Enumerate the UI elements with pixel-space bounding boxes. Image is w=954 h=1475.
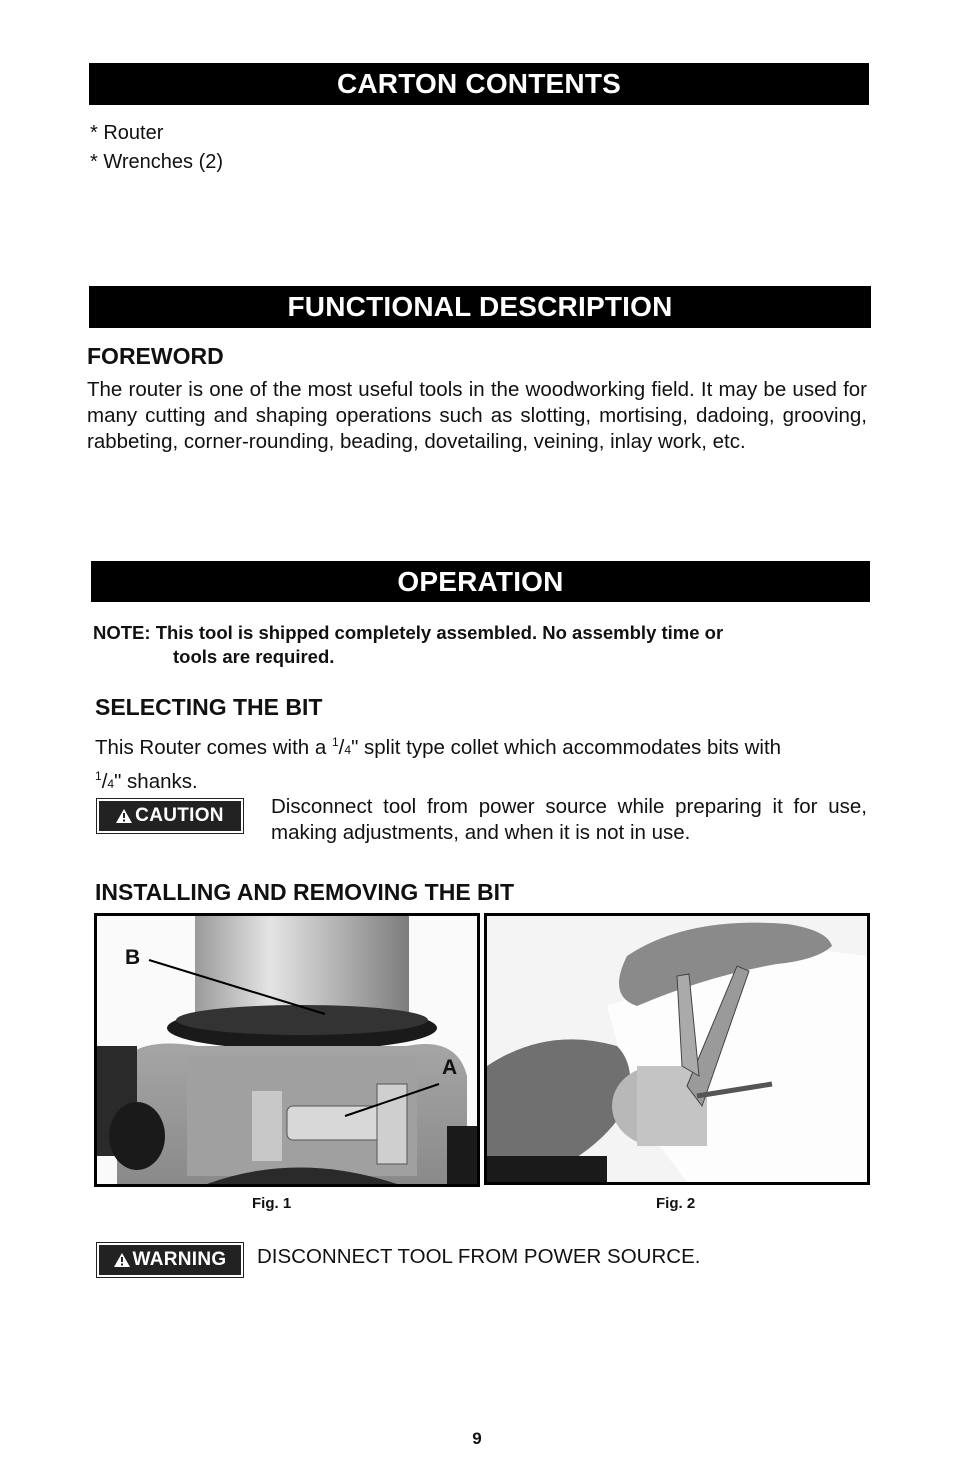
operation-heading: OPERATION — [91, 561, 870, 602]
fig1-caption: Fig. 1 — [252, 1195, 292, 1212]
fig2-caption: Fig. 2 — [656, 1195, 696, 1212]
carton-item-wrenches: * Wrenches (2) — [90, 151, 224, 173]
fraction-numerator-2: 1 — [95, 768, 102, 783]
installing-bit-heading: INSTALLING AND REMOVING THE BIT — [95, 879, 515, 905]
warning-label: WARNING — [132, 1249, 227, 1270]
warning-badge — [97, 1243, 243, 1277]
fig1-label-a: A — [442, 1056, 458, 1079]
hands-wrench-illustration — [487, 916, 867, 1182]
warning-triangle-icon — [116, 809, 132, 823]
figure-2-hands-wrench — [484, 913, 870, 1185]
fraction-numerator: 1 — [331, 735, 339, 749]
figure-1-router-collet — [94, 913, 480, 1187]
selecting-bit-heading: SELECTING THE BIT — [95, 694, 323, 720]
warning-text: DISCONNECT TOOL FROM POWER SOURCE. — [257, 1245, 701, 1268]
foreword-paragraph: The router is one of the most useful tools in the woodworking field. It may be used for many cutting and shaping operations such as slotting, mortising, dadoing, grooving, rabbeting, corner-rounding, beading, dovetailing, veining, inlay work, etc. — [87, 378, 867, 453]
warning-triangle-icon — [114, 1253, 130, 1267]
selecting-text-mid: " split type collet which accommodates bits with — [351, 735, 782, 759]
foreword-heading: FOREWORD — [87, 343, 224, 369]
note-line-1: NOTE: This tool is shipped completely assembled. No assembly time or — [93, 622, 724, 643]
carton-item-router: * Router — [90, 122, 164, 144]
fraction-denominator: 4 — [344, 742, 352, 757]
selecting-text-post: " shanks. — [114, 769, 198, 793]
caution-text: Disconnect tool from power source while preparing it for use, making adjustments, and when it is not in use. — [271, 795, 867, 844]
fraction-denominator-2: 4 — [107, 776, 115, 791]
router-illustration — [97, 916, 477, 1184]
selecting-bit-paragraph: This Router comes with a $^1$/4" split type collet which accommodates bits with $^1$/4" shanks. — [95, 735, 782, 793]
caution-label: CAUTION — [135, 805, 224, 826]
carton-contents-heading: CARTON CONTENTS — [89, 63, 869, 105]
fig1-label-b: B — [125, 946, 141, 969]
functional-description-heading: FUNCTIONAL DESCRIPTION — [89, 286, 871, 328]
note-line-2: tools are required. — [173, 646, 335, 667]
page-number: 9 — [472, 1429, 482, 1448]
selecting-text-pre: This Router comes with a — [95, 735, 332, 759]
caution-badge — [97, 799, 243, 833]
